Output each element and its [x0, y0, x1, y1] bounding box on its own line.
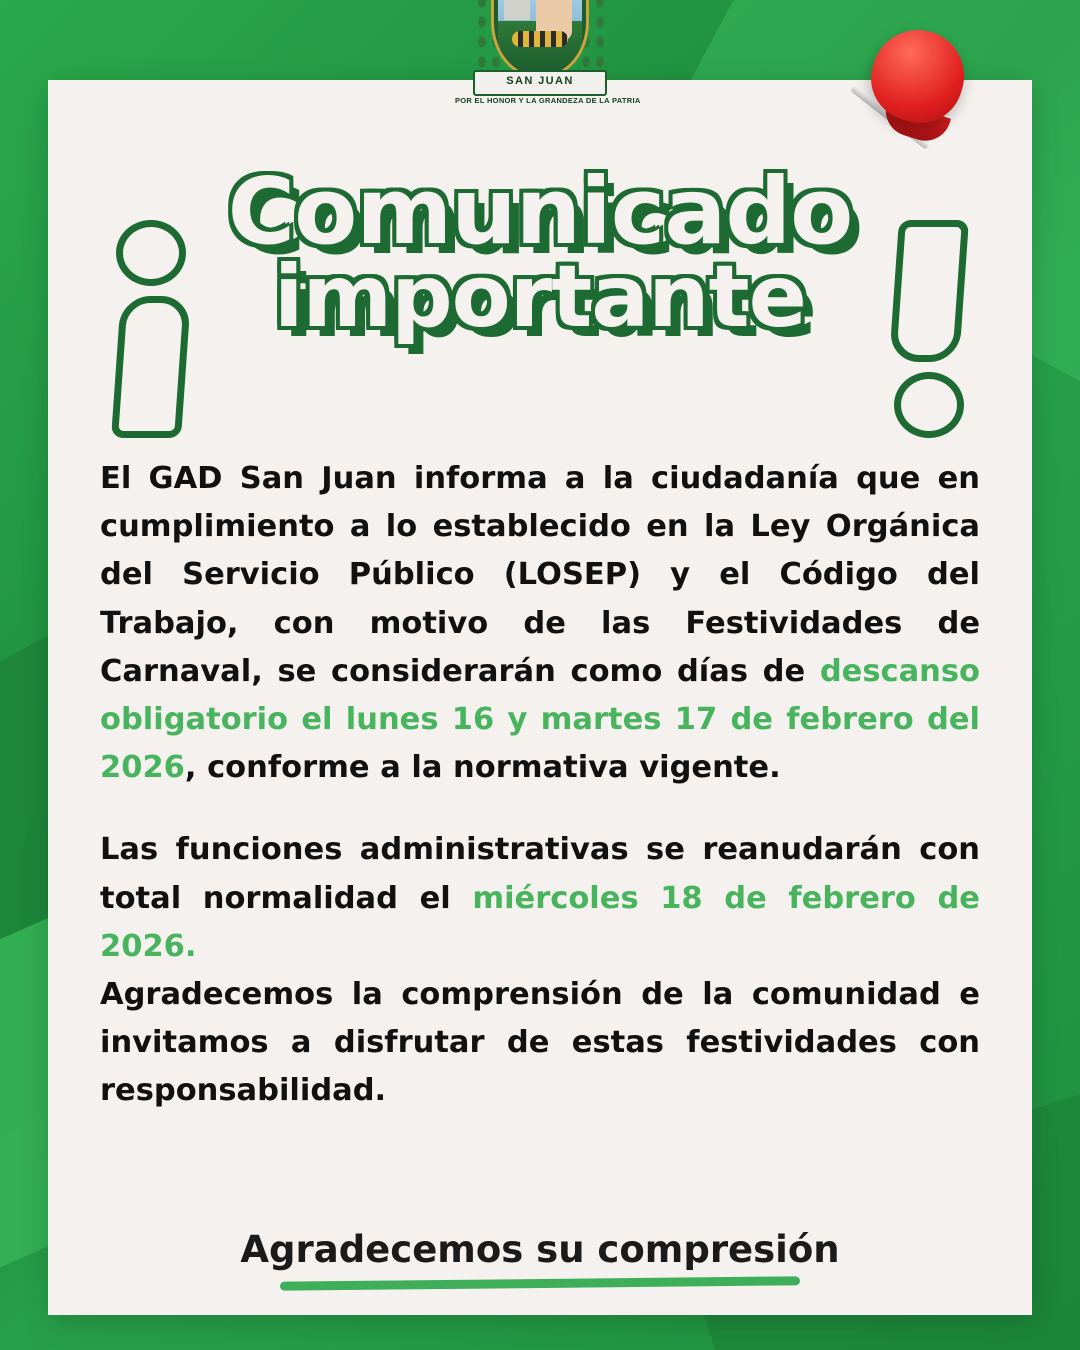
body-text-run: Agradecemos la comprensión de la comunidad e invitamos a disfrutar de estas festividades con responsabilidad.	[100, 976, 980, 1109]
headline-block	[0, 158, 1080, 348]
highlighted-text: descanso obligatorio el lunes 16 y martes 17 de febrero del 2026	[100, 653, 980, 786]
body-text-run: Las funciones administrativas se reanudarán con total normalidad el	[100, 832, 980, 916]
coat-of-arms-icon	[455, 0, 641, 138]
footer-block	[0, 1228, 1080, 1288]
body-text-run: , conforme a la normativa vigente.	[184, 750, 781, 786]
crest-ribbon-label: SAN JUAN	[473, 70, 607, 96]
body-paragraph-1	[100, 455, 980, 792]
shield-icon	[491, 0, 589, 78]
headline-line-2: importante	[274, 247, 806, 348]
body-paragraph-3	[100, 971, 980, 1116]
footer-thanks-text: Agradecemos su compresión	[240, 1228, 840, 1271]
body-paragraph-2	[100, 826, 980, 971]
announcement-body	[100, 455, 980, 1149]
exclamation-marks	[110, 158, 970, 348]
highlighted-text: miércoles 18 de febrero de 2026.	[100, 880, 980, 964]
body-text-run: El GAD San Juan informa a la ciudadanía que en cumplimiento a lo establecido en la Ley Orgánica del Servicio Público (LOSEP) y el Código del Trabajo, con motivo de las Festividades de Carnaval, se considerarán como días de	[100, 461, 980, 689]
pin-head	[860, 18, 976, 134]
crest-motto-label: POR EL HONOR Y LA GRANDEZA DE LA PATRIA	[455, 96, 641, 105]
headline-line-1: Comunicado	[227, 158, 853, 265]
